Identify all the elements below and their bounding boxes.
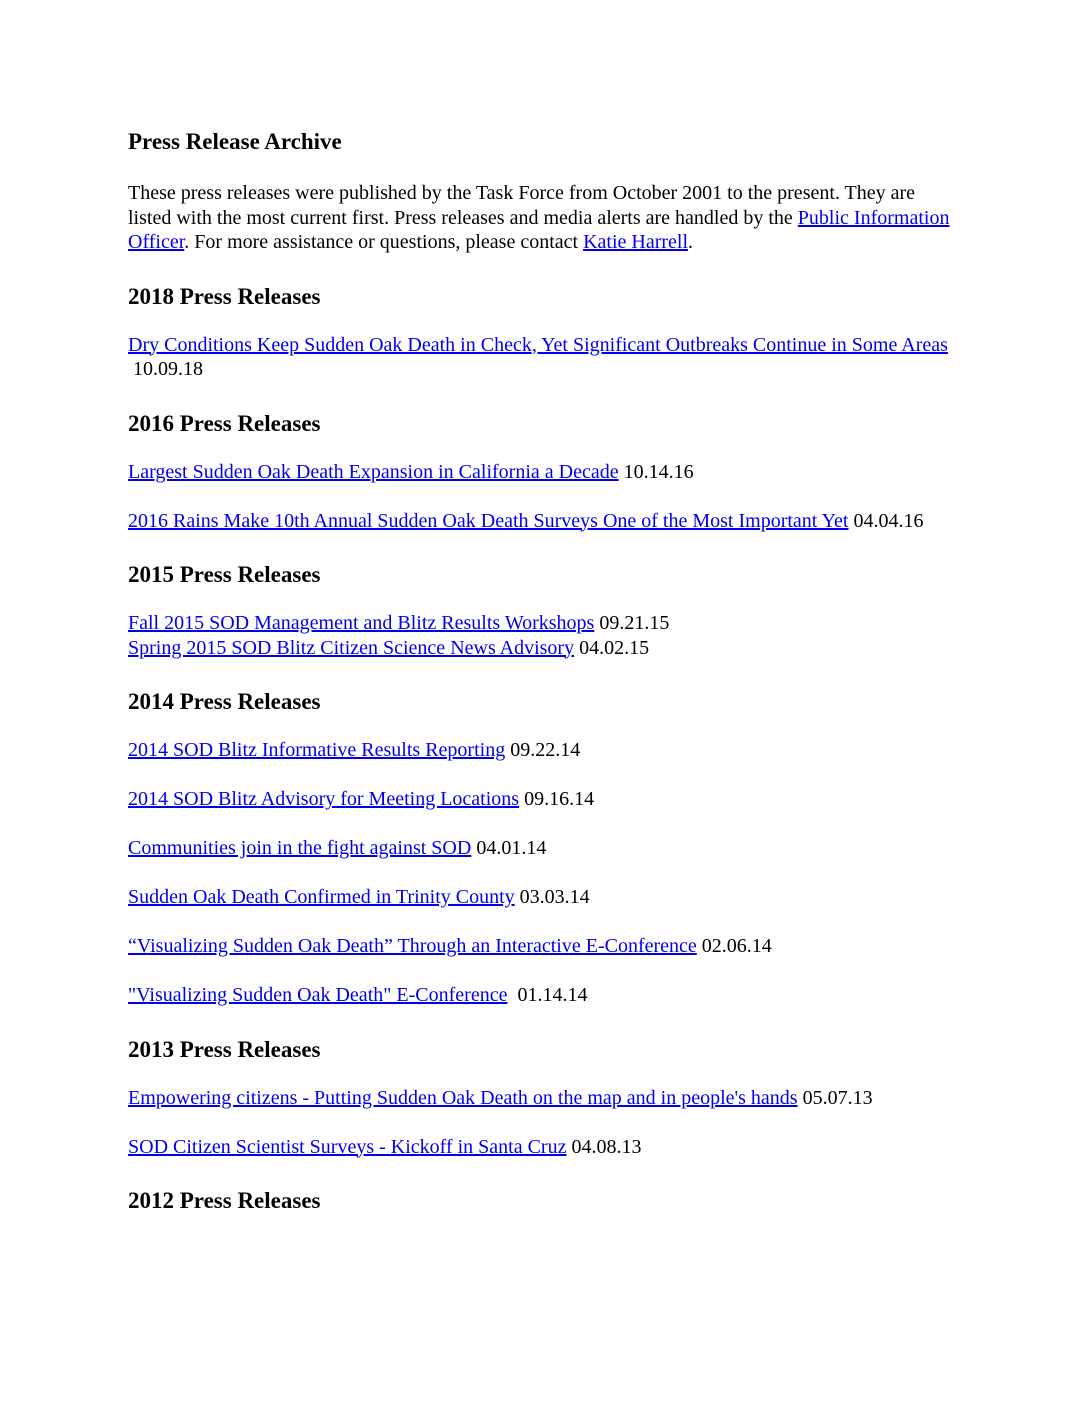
release-list [128,1086,960,1160]
press-release-link[interactable]: Spring 2015 SOD Blitz Citizen Science News Advisory [128,636,575,659]
release-date: 04.02.15 [574,636,650,659]
release-list [128,460,960,534]
press-release-link[interactable]: 2016 Rains Make 10th Annual Sudden Oak Death Surveys One of the Most Important Yet [128,509,849,532]
year-section [128,688,960,1008]
intro-text: . For more assistance or questions, please contact [184,231,584,253]
press-release-link[interactable]: "Visualizing Sudden Oak Death" E-Conference [128,984,508,1006]
press-release-link[interactable]: 2014 SOD Blitz Advisory for Meeting Locations [128,788,520,810]
section-heading: 2016 Press Releases [128,410,321,436]
list-item [128,333,960,382]
katie-harrell-link[interactable]: Katie Harrell [583,231,689,253]
release-date: 02.06.14 [696,935,772,957]
release-date: 04.01.14 [471,837,547,859]
section-heading: 2018 Press Releases [128,283,321,309]
intro-text: These press releases were published by the Task Force from October 2001 to the present. They are listed with the most current first. Press releases and media alerts are handled by the [128,182,916,229]
press-release-link[interactable]: Empowering citizens - Putting Sudden Oak Death on the map and in people's hands [128,1086,798,1109]
document-page [128,124,960,1215]
public-information-officer-link[interactable]: Public Information Officer [128,206,950,253]
release-list [128,738,960,1008]
section-heading: 2015 Press Releases [128,562,321,587]
press-release-link[interactable]: Dry Conditions Keep Sudden Oak Death in Check, Yet Significant Outbreaks Continue in Some Areas [128,333,948,356]
release-date: 04.08.13 [566,1135,642,1158]
release-date: 10.14.16 [618,460,694,483]
release-list [128,333,960,382]
release-date: 03.03.14 [514,886,590,908]
press-release-link[interactable]: SOD Citizen Scientist Surveys - Kickoff in Santa Cruz [128,1135,567,1158]
release-list [128,611,960,660]
press-release-link[interactable]: Sudden Oak Death Confirmed in Trinity County [128,886,515,908]
list-item [128,460,960,485]
list-item [128,787,960,812]
list-item [128,509,960,534]
year-section [128,1187,960,1215]
list-item [128,611,960,636]
intro-text: . [688,231,694,253]
press-release-link[interactable]: Communities join in the fight against SOD [128,837,472,859]
list-item [128,738,960,763]
release-date: 09.21.15 [594,612,670,634]
release-date: 09.22.14 [505,739,581,761]
release-date: 04.04.16 [848,509,924,532]
page-title: Press Release Archive [128,129,342,154]
list-item [128,885,960,910]
year-section [128,561,960,660]
release-date: 09.16.14 [519,788,595,810]
year-section [128,410,960,534]
press-release-sections [128,283,960,1216]
section-heading: 2012 Press Releases [128,1188,321,1213]
release-date: 01.14.14 [507,984,588,1006]
press-release-link[interactable]: 2014 SOD Blitz Informative Results Reporting [128,739,506,761]
list-item [128,636,960,661]
list-item [128,836,960,861]
section-heading: 2014 Press Releases [128,689,321,714]
press-release-link[interactable]: “Visualizing Sudden Oak Death” Through an Interactive E-Conference [128,935,697,957]
list-item [128,1086,960,1111]
press-release-link[interactable]: Largest Sudden Oak Death Expansion in California a Decade [128,460,619,483]
release-date: 10.09.18 [128,358,203,380]
year-section [128,283,960,382]
release-date: 05.07.13 [797,1086,873,1109]
list-item [128,983,960,1008]
section-heading: 2013 Press Releases [128,1036,321,1062]
list-item [128,1135,960,1160]
list-item [128,934,960,959]
press-release-link[interactable]: Fall 2015 SOD Management and Blitz Results Workshops [128,612,595,634]
year-section [128,1036,960,1160]
intro-paragraph [128,181,960,255]
